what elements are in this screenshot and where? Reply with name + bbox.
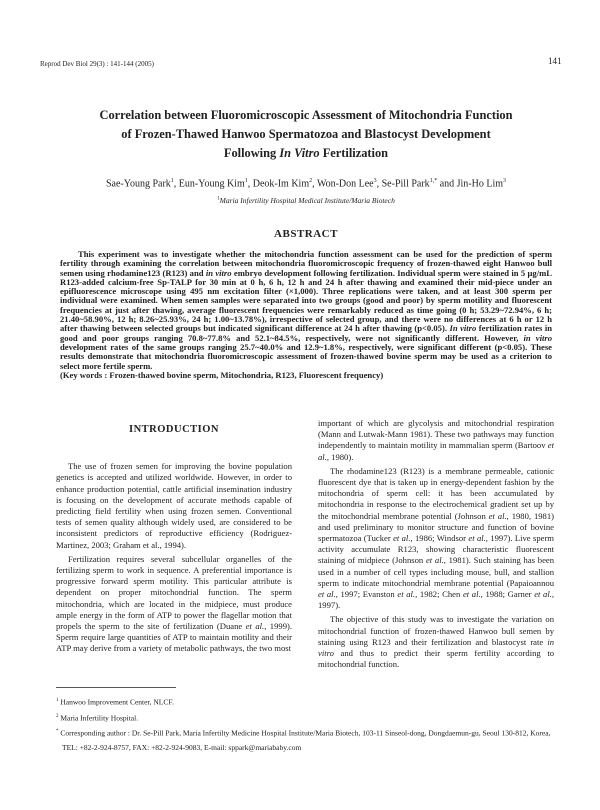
- text-run: , 1986; Windsor: [410, 533, 469, 544]
- left-column: [56, 420, 292, 658]
- footnote-divider: [56, 687, 176, 688]
- author-separator: ,: [376, 178, 382, 190]
- title-line-3-end: Fertilization: [319, 146, 389, 160]
- paragraph: [318, 418, 554, 463]
- author-affiliation-marker: 3: [503, 178, 507, 184]
- abstract: [60, 250, 552, 380]
- author-separator: ,: [312, 178, 317, 190]
- italic-text: et al.: [393, 533, 411, 544]
- footnote: [56, 725, 564, 755]
- text-run: and thus to predict their sperm fertility according to mitochondrial function.: [318, 648, 554, 670]
- text-run: embryo development following fertilization. Individual sperm were stained in 5 μg/mL R123-added calcium-free Sp-TALP for 30 min at 0 h, 6 h, 12 h and 24 h after thawing and examined their mid-piece under an epifluorescence microscope using 495 nm excitation filter (×1,000). Three replications were taken, and at least 300 sperm per individual were examined. When semen samples were separated into two groups (good and poor) by sperm motility and fluorescent frequencies at just after thawing, average fluorescent frequencies were remarkably reduced as time going (0 h; 53.29~72.94%, 6 h; 21.40~58.90%, 12 h; 8.26~25.93%, 24 h; 1.00~13.78%), irrespective of selected group, and there were no differences at 6 h or 12 h after thawing between selected groups but indicated significant difference at 24 h after thawing (p<0.05).: [60, 267, 552, 334]
- footnote: [56, 710, 564, 726]
- affiliation-text: Maria Infertility Hospital Medical Institute/Maria Biotech: [219, 196, 395, 205]
- title-line-2: of Frozen-Thawed Hanwoo Spermatozoa and Blastocyst Development: [121, 127, 491, 141]
- text-run: Fertilization requires several subcellular organelles of the fertilizing sperm to work in sequence. A preferential importance is progressive forward sperm motility. This particular attribute is dependent on proper mitochondrial function. The sperm mitochondria, which are located in the midpiece, must produce ample energy in the form of ATP to power the flagellar motion that propels the sperm to the site of fertilization (Duane: [56, 553, 292, 632]
- title-line-3-italic: In Vitro: [279, 146, 320, 160]
- text-run: , 1988; Garner: [480, 589, 535, 600]
- affiliation: [40, 196, 572, 205]
- text-run: , 1997). Live sperm activity accumulate R123, showing characteristic fluorescent staining of midpiece (Johnson: [318, 533, 554, 566]
- abstract-body: [60, 250, 552, 371]
- footnote-text: Maria Infertility Hospital.: [58, 713, 139, 722]
- affiliation-marker: 1: [217, 196, 220, 202]
- footnotes: [56, 694, 564, 755]
- text-run: This experiment was to investigate whether the mitochondria function assessment can be used for the prediction of sperm fertility through examining the correlation between mitochondria fluoromicroscopic frequency of frozen-thawed eight Hanwoo bull semen using rhodamine123 (R123) and: [60, 249, 552, 278]
- italic-text: et al.: [462, 589, 481, 600]
- text-run: important of which are glycolysis and mitochondrial respiration (Mann and Lutwak-Mann 1981). These two pathways may function independently to maintain motility in mammalian sperm (Bartoov: [318, 418, 554, 451]
- text-run: development rates of the same groups ranging 25.7~40.0% and 12.9~1.8%, respectively, were significant different (p<0.05). These results demonstrate that mitochondria fluoromicroscopic assessment of frozen-thawed bovine sperm may be used as a criterion to select more fertile sperm.: [60, 341, 552, 371]
- title-line-3-start: Following: [223, 146, 280, 160]
- footnote-text: Corresponding author : Dr. Se-Pill Park, Maria Infertilty Medicine Hospital Institute/Maria Biotech, 103-11 Sinseol-dong, Dongdaemun-gu, Seoul 130-812, Korea, TEL: +82-2-924-8757, FAX: +82-2-924-9083, E-mail: sppark@mariababy.com: [58, 728, 551, 752]
- author-affiliation-marker: 1: [170, 178, 174, 184]
- introduction-heading: INTRODUCTION: [128, 424, 219, 435]
- footnote-text: Hanwoo Improvement Center, NLCF.: [58, 697, 174, 707]
- text-run: , 1999). Sperm require large quantities of ATP to maintain motility and their ATP may derive from a variety of metabolic pathways, the two most: [56, 621, 293, 654]
- italic-text: et al.: [318, 589, 336, 600]
- author-name: Won-Don Lee: [316, 178, 374, 190]
- italic-text: et al.: [468, 533, 486, 544]
- paragraph: [56, 554, 292, 655]
- title-line-3: [40, 144, 572, 163]
- author-name: Se-Pill Park: [381, 178, 430, 190]
- text-run: , 1997; Evanston: [335, 589, 398, 600]
- italic-text: In vitro: [449, 323, 477, 334]
- author-separator: and: [437, 178, 457, 190]
- italic-text: et al.: [488, 510, 507, 521]
- text-run: , 1980).: [326, 451, 354, 462]
- author-name: Deok-Im Kim: [252, 178, 310, 190]
- italic-text: et al.: [318, 440, 554, 462]
- text-run: The objective of this study was to investigate the variation on mitochondrial function of frozen-thawed Hanwoo bull semen by staining using R123 and their fertilization and blastocyst rate: [318, 614, 554, 647]
- author-name: Eun-Young Kim: [178, 178, 245, 190]
- text-run: , 1997).: [318, 589, 555, 611]
- keywords: (Key words : Frozen-thawed bovine sperm, Mitochondria, R123, Fluorescent frequency): [60, 369, 384, 380]
- author-separator: ,: [247, 178, 253, 190]
- author-name: Sae-Young Park: [105, 178, 171, 190]
- text-run: , 1981). Such staining has been used in a number of cell types including mouse, bull, and stallion sperm to indicate mitochondrial membrane potential (Papaioannou: [318, 555, 555, 588]
- footnote-marker: 2: [56, 713, 59, 719]
- paragraph: [56, 461, 292, 551]
- author-affiliation-marker: 2: [309, 178, 313, 184]
- text-run: The use of frozen semen for improving the bovine population genetics is accepted and utilized worldwide. However, in order to enhance production potential, cattle artificial insemination industry is focusing on the development of accurate methods capable of predicting field fertility when using frozen semen. Conventional tests of semen quality although widely used, are considered to be inconsistent predictors of reproductive efficiency (Rodriguez-Martinez, 2003; Graham et al., 1994).: [56, 461, 292, 550]
- italic-text: et al.: [425, 555, 444, 566]
- italic-text: in vitro: [205, 267, 232, 278]
- author-affiliation-marker: 1: [244, 178, 248, 184]
- italic-text: et al.: [245, 621, 265, 632]
- text-run: , 1982; Chen: [415, 589, 463, 600]
- text-run: The rhodamine123 (R123) is a membrane permeable, cationic fluorescent dye that is taken up in energy-dependent fashion by the mitochondria of sperm cell: it has been accumulated by mitochondria in response to the electrochemical gradient set up by the mitochondrial membrane potential (Johnson: [318, 465, 554, 521]
- author-list: [40, 178, 572, 189]
- abstract-heading: ABSTRACT: [274, 228, 338, 240]
- footnote-marker: *: [56, 729, 59, 734]
- author-affiliation-marker: 3: [373, 178, 377, 184]
- italic-text: et al.: [534, 589, 552, 600]
- author-affiliation-marker: 1,*: [429, 178, 438, 184]
- footnote-marker: 1: [56, 698, 59, 703]
- journal-citation: Reprod Dev Biol 29(3) : 141-144 (2005): [40, 60, 154, 68]
- right-paragraphs: [318, 418, 554, 670]
- author-separator: ,: [173, 178, 179, 190]
- paragraph: [318, 466, 554, 612]
- footnote: [56, 694, 564, 710]
- left-paragraphs: [56, 461, 292, 654]
- page-number: 141: [548, 56, 562, 66]
- italic-text: et al.: [397, 589, 416, 600]
- author-name: Jin-Ho Lim: [456, 178, 504, 190]
- title-line-1: Correlation between Fluoromicroscopic Assessment of Mitochondria Function: [99, 108, 513, 122]
- italic-text: in vitro: [523, 332, 552, 343]
- text-run: , 1980, 1981) and used preliminary to monitor structure and function of bovine spermatozoa (Tucker: [318, 510, 554, 544]
- italic-text: in vitro: [318, 636, 554, 659]
- paper-title: [40, 106, 572, 163]
- text-run: fertilization rates in good and poor groups ranging 70.8~77.8% and 52.1~84.5%, respectively, were not significantly different. However,: [60, 323, 552, 343]
- right-column: [318, 418, 554, 673]
- paragraph: [318, 614, 554, 670]
